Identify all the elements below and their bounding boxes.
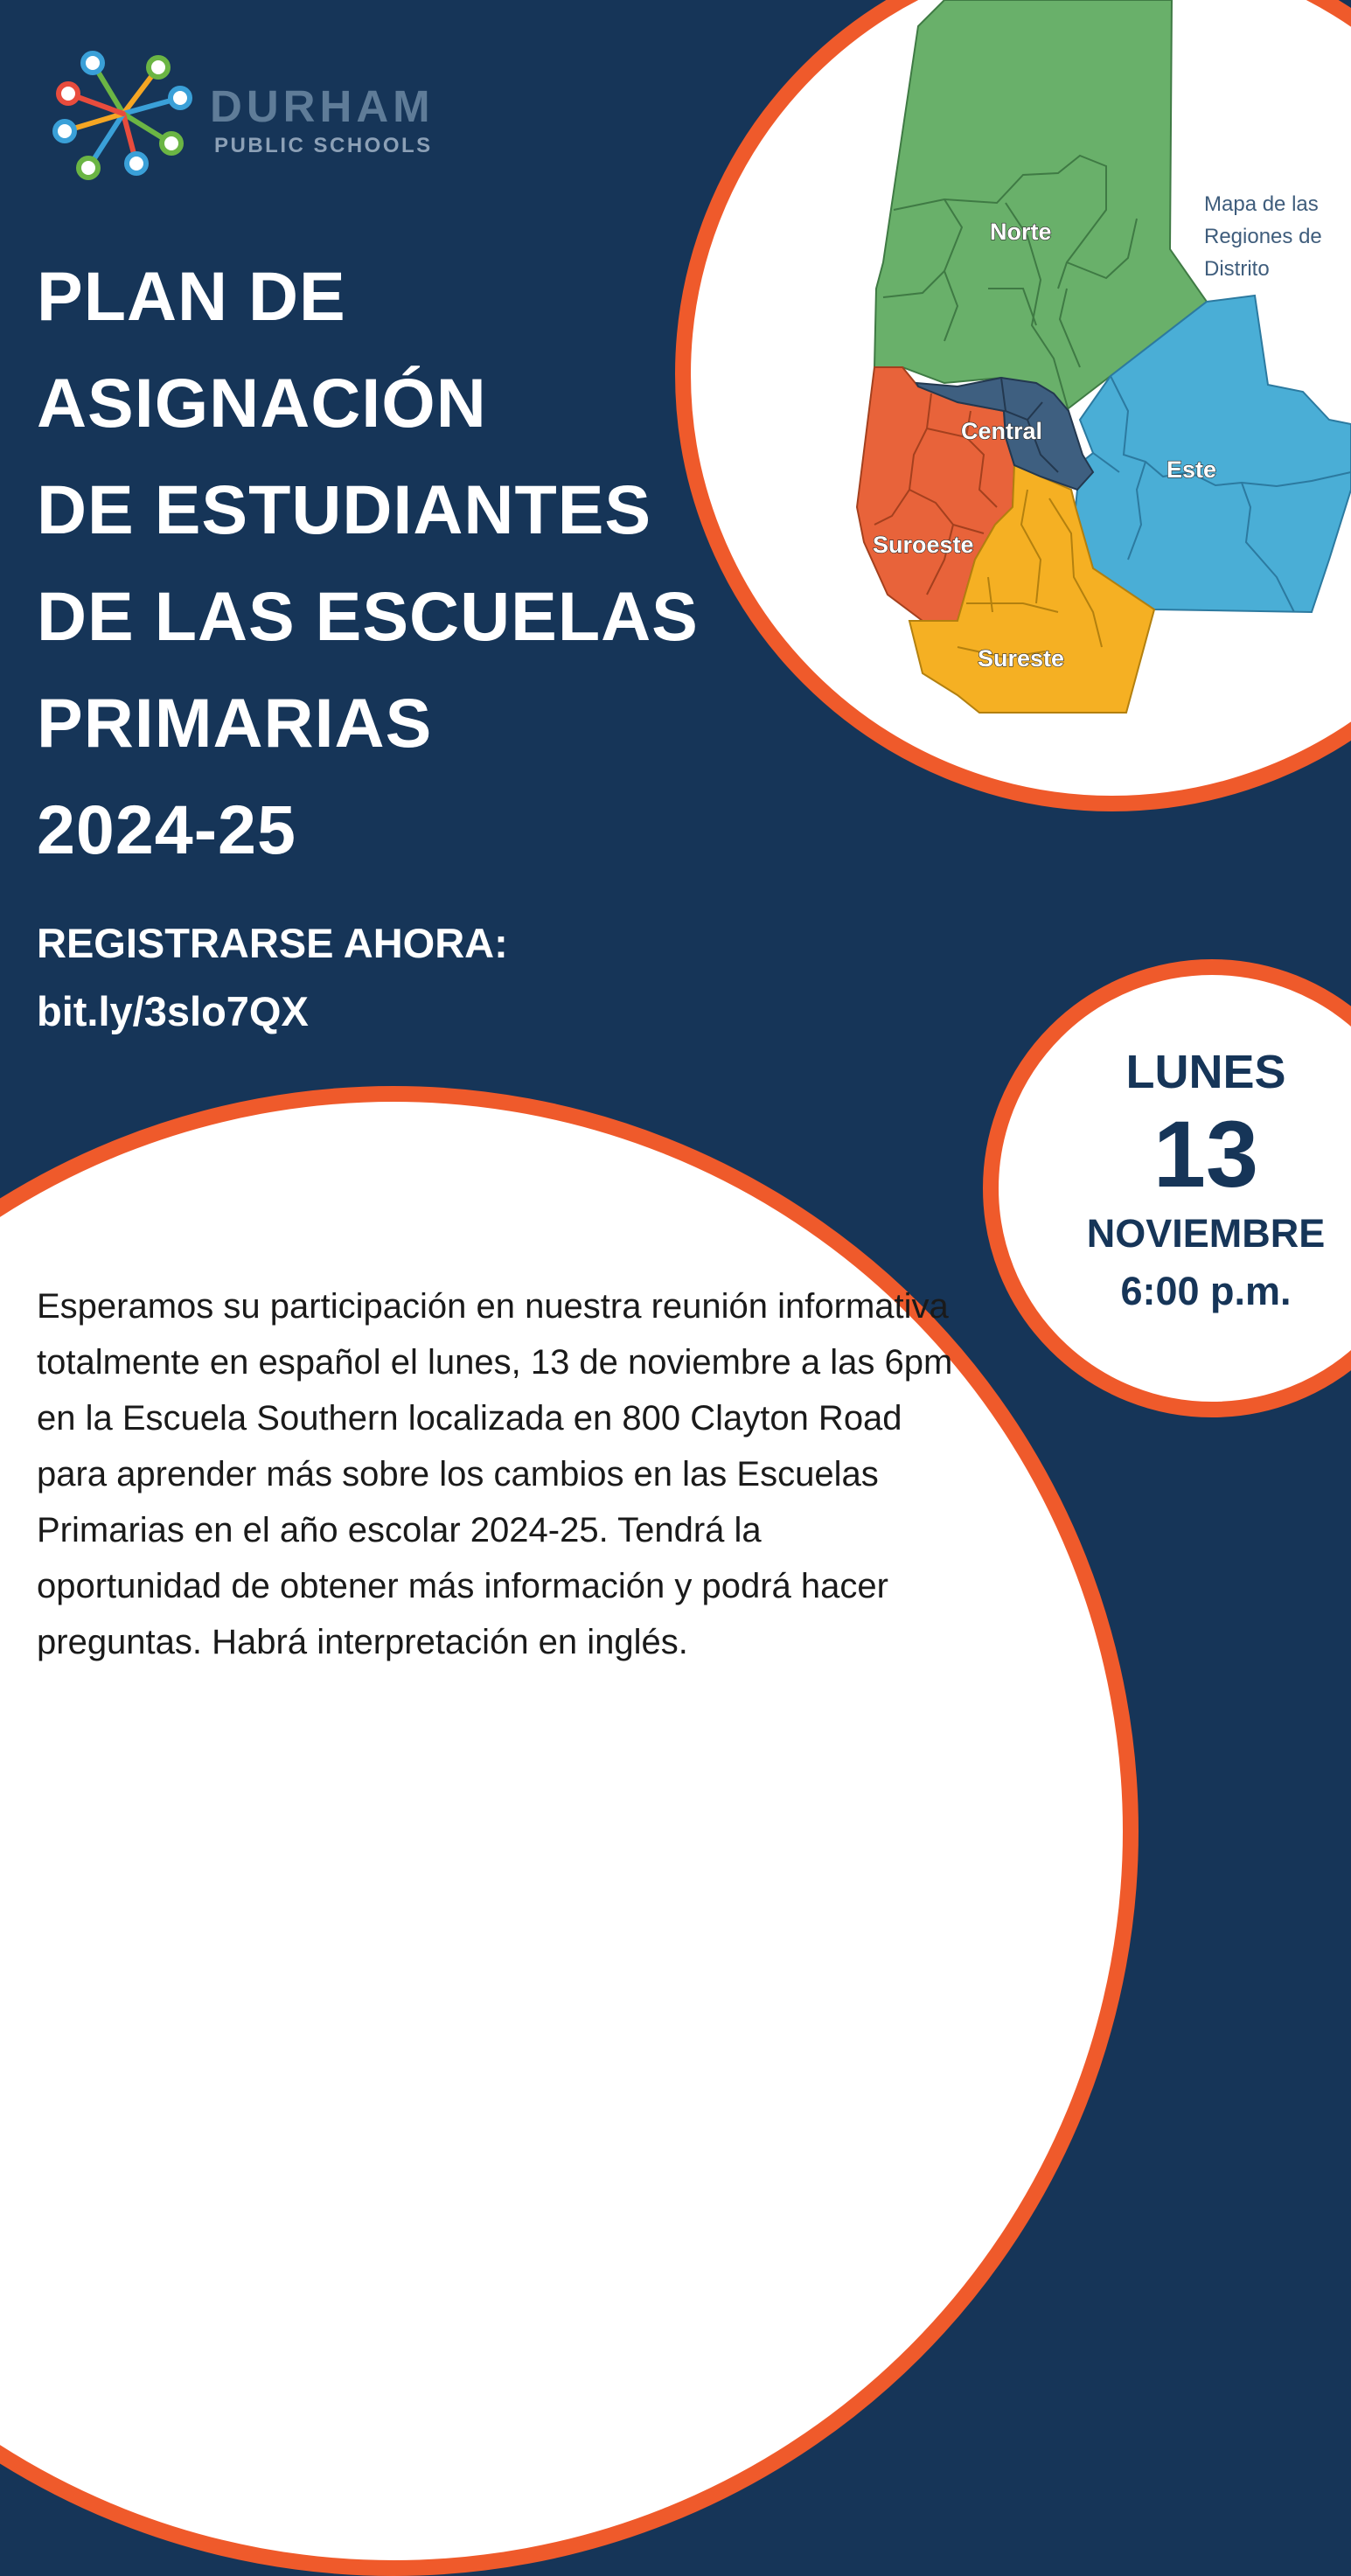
label-sureste: Sureste [978,645,1065,672]
page-title [37,243,736,883]
date-day: LUNES [1125,1046,1286,1098]
label-este: Este [1166,456,1217,483]
durham-logo-icon [49,45,198,181]
map-caption: Mapa de las Regiones de Distrito [1204,192,1322,281]
brand-name: DURHAM [210,81,435,131]
title-line: PRIMARIAS [37,684,433,762]
register-label: REGISTRARSE AHORA: [37,920,508,966]
date-time: 6:00 p.m. [1120,1269,1292,1313]
district-regions-map [839,0,1351,726]
date-month: NOVIEMBRE [1086,1211,1326,1256]
register-link[interactable]: bit.ly/3slo7QX [37,988,309,1034]
title-line: DE ESTUDIANTES [37,470,652,548]
brand-subtitle: PUBLIC SCHOOLS [214,134,433,157]
label-suroeste: Suroeste [873,532,974,558]
event-date [1070,1041,1341,1320]
title-line: ASIGNACIÓN [37,364,487,442]
label-norte: Norte [990,219,1052,245]
title-line: 2024-25 [37,790,296,868]
date-number: 13 [1153,1101,1259,1207]
event-description: Esperamos su participación en nuestra reunión informativa totalmente en español el lunes, 13 de noviembre a las 6pm en la Escuela Southern localizada en 800 Clayton Road para aprender más sobre los cambios en las Escuelas Primarias en el año escolar 2024-25. Tendrá la oportunidad de obtener más información y podrá hacer preguntas. Habrá interpretación en inglés. [37,1287,953,1661]
label-central: Central [961,418,1043,444]
title-line: DE LAS ESCUELAS [37,577,699,655]
title-line: PLAN DE [37,257,346,335]
